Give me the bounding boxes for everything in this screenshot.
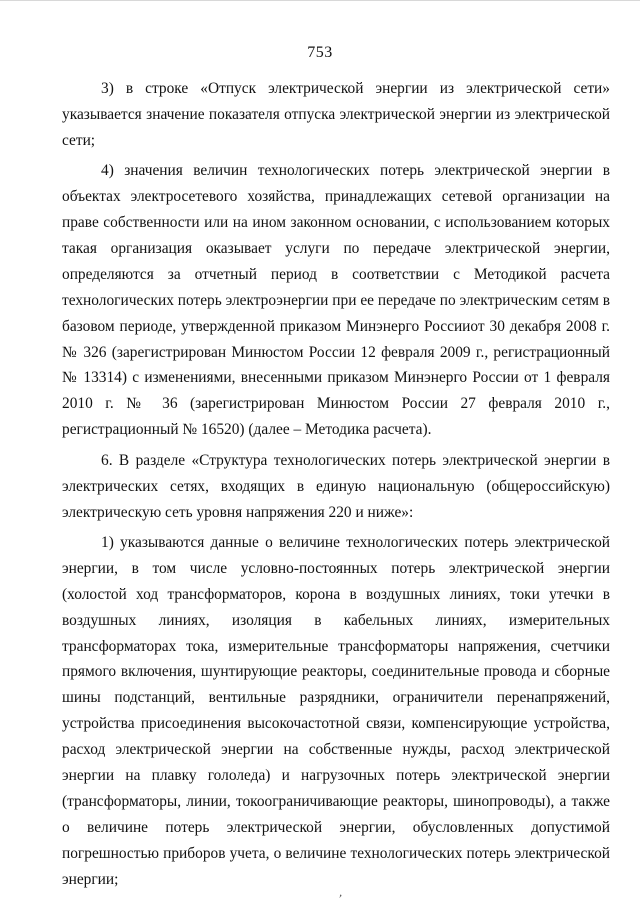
paragraph-item-3: 3) в строке «Отпуск электрической энергии из электрической сети» указывается значение показателя отпуска электрической энергии из электрической сети; bbox=[62, 80, 610, 149]
document-body bbox=[62, 76, 610, 897]
footer-mark: , bbox=[338, 884, 345, 900]
page-top-edge bbox=[0, 0, 640, 1]
paragraph-item-4: 4) значения величин технологических потерь электрической энергии в объектах электросетевого хозяйства, принадлежащих сетевой организации на праве собственности или на ином законном основании, с использованием которых такая организация оказывает услуги по передаче электрической энергии, определяются за отчетный период в соответствии с Методикой расчета технологических потерь электроэнергии при ее передаче по электрическим сетям в базовом периоде, утвержденной приказом Минэнерго Россииот 30 декабря 2008 г. № 326 (зарегистрирован Минюстом России 12 февраля 2009 г., регистрационный № 13314) с изменениями, внесенными приказом Минэнерго России от 1 февраля 2010 г. № 36 (зарегистрирован Минюстом России 27 февраля 2010 г., регистрационный № 16520) (далее – Методика расчета). bbox=[62, 162, 610, 439]
paragraph-section-6: 6. В разделе «Структура технологических потерь электрической энергии в электрических сетях, входящих в единую национальную (общероссийскую) электрическую сеть уровня напряжения 220 и ниже»: bbox=[62, 451, 610, 521]
page-number: 753 bbox=[307, 44, 333, 61]
paragraph-subitem-1: 1) указываются данные о величине технологических потерь электрической энергии, в том числе условно-постоянных потерь электрической энергии (холостой ход трансформаторов, корона в воздушных линиях, токи утечки в воздушных линиях, изоляция в кабельных линиях, измерительных трансформаторах тока, измерительные трансформаторы напряжения, счетчики прямого включения, шунтирующие реакторы, соединительные провода и сборные шины подстанций, вентильные разрядники, ограничители перенапряжений, устройства присоединения высокочастотной связи, компенсирующие устройства, расход электрической энергии на собственные нужды, расход электрической энергии на плавку гололеда) и нагрузочных потерь электрической энергии (трансформаторы, линии, токоограничивающие реакторы, шинопроводы), а также о величине потерь электрической энергии, обусловленных допустимой погрешностью приборов учета, о величине технологических потерь электрической энергии; bbox=[62, 533, 610, 888]
